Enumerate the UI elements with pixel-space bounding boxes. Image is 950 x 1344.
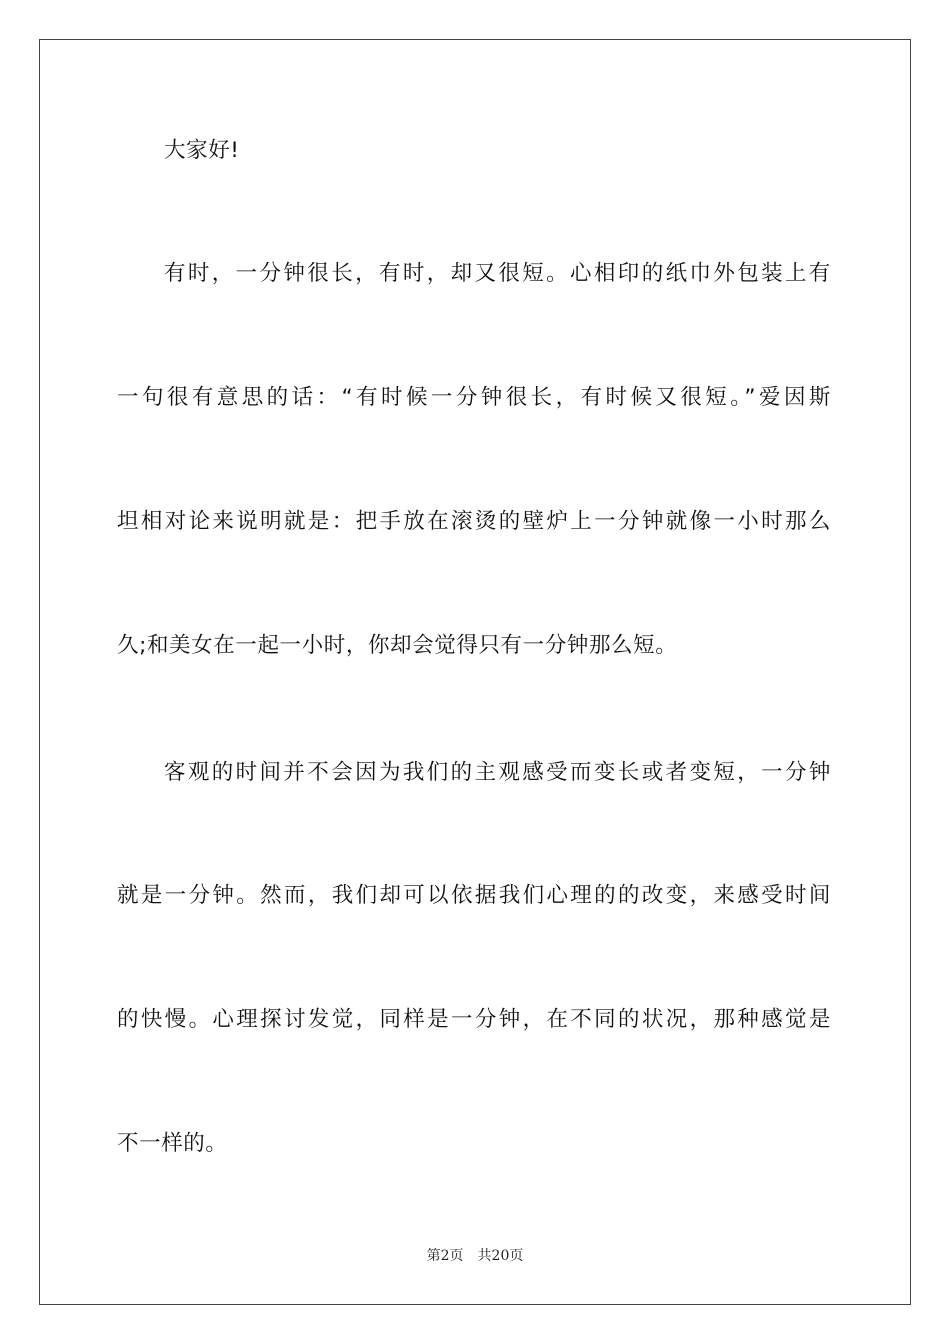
page-number-total: 共20页 [477, 1248, 524, 1264]
paragraph-1-line-4: 久;和美女在一起一小时，你却会觉得只有一分钟那么短。 [117, 633, 678, 658]
page-footer [0, 1246, 950, 1266]
paragraph-1-line-2: 一句很有意思的话：“有时候一分钟很长，有时候又很短。”爱因斯 [117, 385, 831, 410]
paragraph-1-line-1: 有时，一分钟很长，有时，却又很短。心相印的纸巾外包装上有 [164, 261, 831, 286]
paragraph-2-line-1: 客观的时间并不会因为我们的主观感受而变长或者变短，一分钟 [164, 760, 831, 785]
page-number-current: 第2页 [426, 1248, 464, 1264]
paragraph-2-line-3: 的快慢。心理探讨发觉，同样是一分钟，在不同的状况，那种感觉是 [117, 1007, 831, 1032]
page-border [39, 39, 911, 1305]
paragraph-2-line-2: 就是一分钟。然而，我们却可以依据我们心理的的改变，来感受时间 [117, 883, 831, 908]
paragraph-1-line-3: 坦相对论来说明就是：把手放在滚烫的壁炉上一分钟就像一小时那么 [117, 509, 831, 534]
paragraph-2-line-4: 不一样的。 [117, 1131, 228, 1156]
greeting-line: 大家好! [164, 138, 240, 163]
